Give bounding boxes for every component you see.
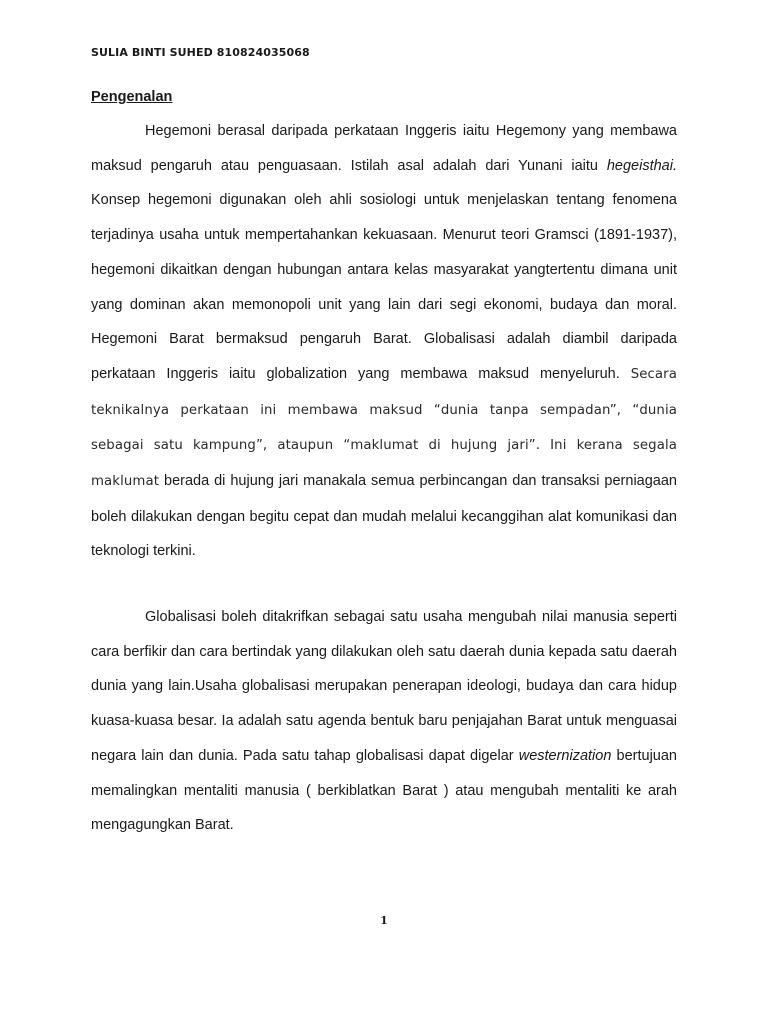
paragraph-1: [91, 114, 677, 569]
p1-text-b: Konsep hegemoni digunakan oleh ahli sosiologi untuk menjelaskan tentang fenomena terjadinya usaha untuk mempertahankan kekuasaan. Menurut teori Gramsci (1891-1937), hegemoni dikaitkan dengan hubungan antara kelas masyarakat yangtertentu dimana unit yang dominan akan memonopoli unit yang lain dari segi ekonomi, budaya dan moral. Hegemoni Barat bermaksud pengaruh Barat. Globalisasi adalah diambil daripada perkataan Inggeris iaitu globalization yang membawa maksud menyeluruh.: [91, 192, 677, 382]
section-heading: Pengenalan: [91, 89, 173, 105]
p2-italic-term: westernization: [518, 747, 612, 764]
p2-text-a: Globalisasi boleh ditakrifkan sebagai satu usaha mengubah nilai manusia seperti cara berfikir dan cara bertindak yang dilakukan oleh satu daerah dunia kepada satu daerah dunia yang lain.Usaha globalisasi merupakan penerapan ideologi, budaya dan cara hidup kuasa-kuasa besar. Ia adalah satu agenda bentuk baru penjajahan Barat untuk menguasai negara lain dan dunia. Pada satu tahap globalisasi dapat digelar: [91, 609, 677, 764]
p2-text-b: bertujuan memalingkan mentaliti manusia ( berkiblatkan Barat ) atau mengubah mentaliti ke arah mengagungkan Barat.: [91, 747, 677, 834]
p1-italic-term: hegeisthai.: [606, 157, 677, 174]
p1-text-c: berada di hujung jari manakala semua perbincangan dan transaksi perniagaan boleh dilakukan dengan begitu cepat dan mudah melalui kecanggihan alat komunikasi dan teknologi terkini.: [91, 473, 677, 560]
author-line: SULIA BINTI SUHED 810824035068: [91, 46, 310, 59]
page-number: 1: [380, 914, 388, 927]
p1-text-a: Hegemoni berasal daripada perkataan Inggeris iaitu Hegemony yang membawa maksud pengaruh atau penguasaan. Istilah asal adalah dari Yunani iaitu: [91, 123, 677, 174]
paragraph-2: [91, 600, 677, 843]
p1-quoted-text: Secara teknikalnya perkataan ini membawa maksud “dunia tanpa sempadan”, “dunia sebagai satu kampung”, ataupun “maklumat di hujung jari”. Ini kerana segala maklumat: [91, 366, 677, 490]
